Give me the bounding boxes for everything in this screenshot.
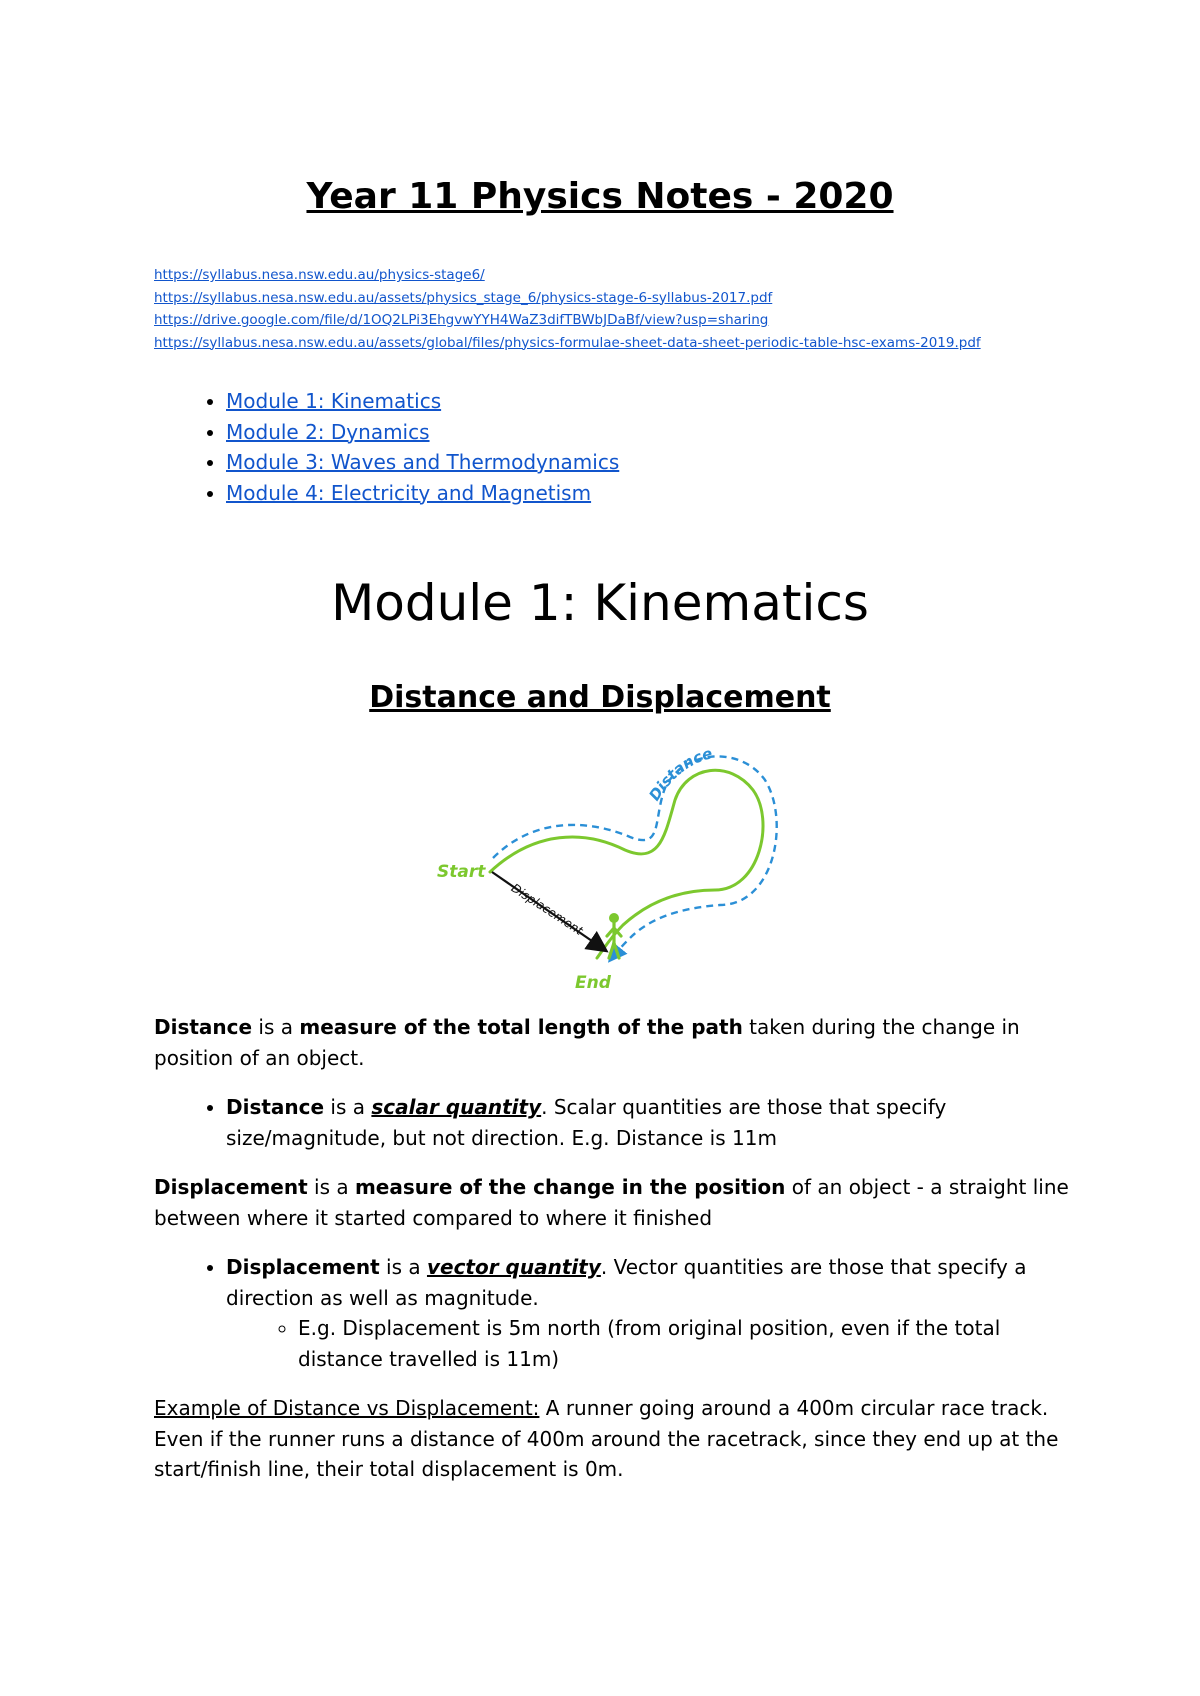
displacement-definition: Displacement is a measure of the change in the position of an object - a straight line between where it started compared to where it finished: [154, 1175, 1069, 1230]
end-label: End: [575, 973, 611, 993]
distance-path: [490, 770, 763, 958]
displacement-example-bullet: ◦ E.g. Displacement is 5m north (from original position, even if the total distance travelled is 11m): [298, 1313, 1074, 1374]
example-paragraph: Example of Distance vs Displacement: A runner going around a 400m circular race track. Even if the runner runs a distance of 400m around the racetrack, since they end up at the start/finish line, their total displacement is 0m.: [154, 1396, 1059, 1481]
toc-link-module-2[interactable]: Module 2: Dynamics: [226, 419, 430, 444]
toc-item: [226, 478, 619, 509]
reference-link-item: [154, 332, 981, 355]
start-label: Start: [437, 862, 486, 882]
syllabus-pdf-link[interactable]: https://syllabus.nesa.nsw.edu.au/assets/physics_stage_6/physics-stage-6-syllabus-2017.pdf: [154, 289, 773, 306]
distance-displacement-diagram: [425, 740, 805, 1000]
displacement-bullets: [154, 1252, 1074, 1374]
notes-body: [154, 1012, 1074, 1504]
formulae-sheet-link[interactable]: https://syllabus.nesa.nsw.edu.au/assets/global/files/physics-formulae-sheet-data-sheet-periodic-table-hsc-exams-2019.pdf: [154, 334, 981, 351]
distance-dashed-path: [493, 756, 777, 959]
displacement-label: Displacement: [508, 880, 586, 938]
module-heading: Module 1: Kinematics: [331, 574, 869, 632]
toc-link-module-4[interactable]: Module 4: Electricity and Magnetism: [226, 480, 592, 505]
toc-link-module-3[interactable]: Module 3: Waves and Thermodynamics: [226, 450, 620, 474]
displacement-sub-bullets: [226, 1313, 1074, 1374]
distance-bullets: [154, 1092, 1074, 1153]
svg-text:Distance: [645, 744, 714, 804]
reference-link-item: [154, 287, 981, 310]
toc-item: [226, 417, 619, 448]
table-of-contents: [154, 386, 619, 508]
distance-label: Distance: [645, 744, 715, 805]
page-title: Year 11 Physics Notes - 2020: [306, 176, 894, 217]
section-heading: Distance and Displacement: [369, 680, 831, 715]
reference-links: [154, 264, 981, 354]
svg-text:Displacement: [509, 881, 587, 939]
toc-item: [226, 447, 619, 478]
distance-definition: Distance is a measure of the total length of the path taken during the change in position of an object.: [154, 1015, 1020, 1070]
syllabus-link[interactable]: https://syllabus.nesa.nsw.edu.au/physics-stage6/: [154, 267, 485, 283]
reference-link-item: [154, 309, 981, 332]
displacement-vector-bullet: • Displacement is a vector quantity. Vector quantities are those that specify a direction as well as magnitude. ◦ E.g. Displacement is 5m north (from original position, even if the total distance travelled is 11m): [226, 1252, 1074, 1374]
reference-link-item: [154, 264, 981, 287]
toc-link-module-1[interactable]: Module 1: Kinematics: [226, 389, 442, 413]
google-drive-link[interactable]: https://drive.google.com/file/d/1OQ2LPi3EhgvwYYH4WaZ3difTBWbJDaBf/view?usp=sharing: [154, 312, 769, 328]
distance-scalar-bullet: • Distance is a scalar quantity. Scalar quantities are those that specify size/magnitude, but not direction. E.g. Distance is 11m: [226, 1092, 1074, 1153]
toc-item: [226, 386, 619, 417]
